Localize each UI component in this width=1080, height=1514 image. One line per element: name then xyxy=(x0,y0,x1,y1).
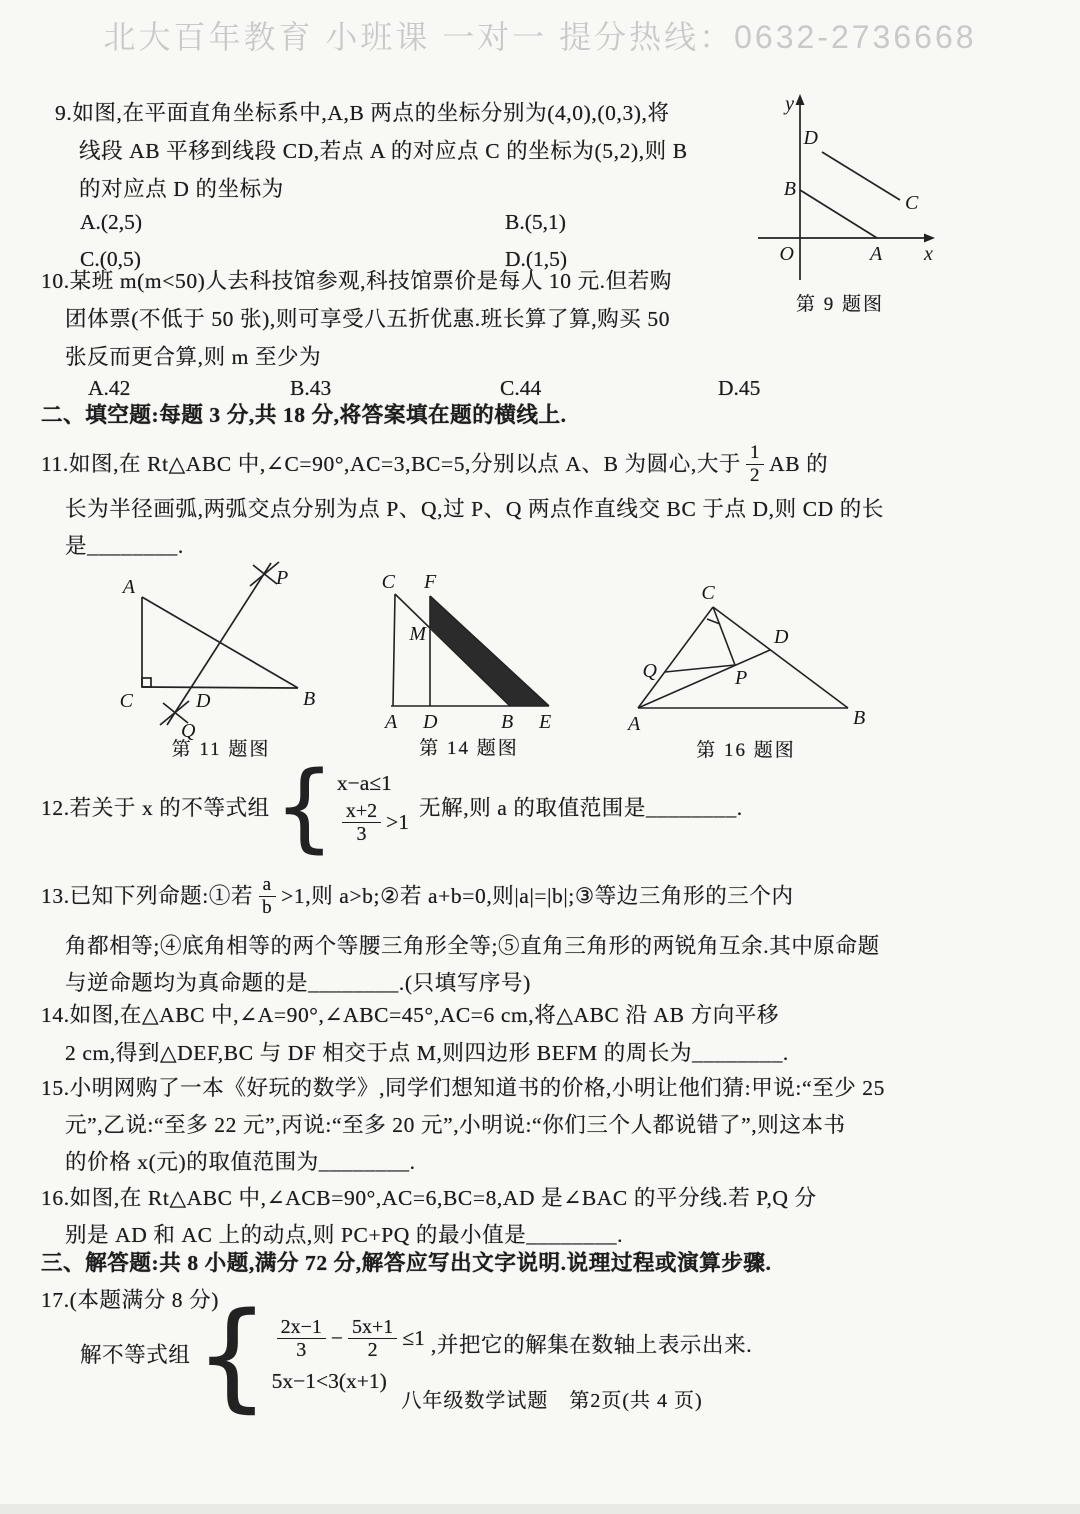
side-CB xyxy=(395,594,510,706)
fig11-label-B: B xyxy=(303,688,316,710)
side-CB xyxy=(142,687,298,688)
x-axis-arrow xyxy=(924,234,935,243)
side-CA xyxy=(393,594,395,706)
figure-11-graphic xyxy=(93,557,338,762)
q12-pre: 12.若关于 x 的不等式组 xyxy=(41,796,270,820)
q15-line-1: 15.小明网购了一本《好玩的数学》,同学们想知道书的价格,小明让他们猜:甲说:“至少 25 xyxy=(41,1076,885,1100)
fig16-caption: 第 16 题图 xyxy=(696,740,796,761)
q15-line-3: 的价格 x(元)的取值范围为________. xyxy=(65,1150,416,1174)
q17-inequality-2: 5x−1<3(x+1) xyxy=(271,1369,387,1394)
fig16-label-P: P xyxy=(735,667,748,689)
q11-line-2: 长为半径画弧,两弧交点分别为点 P、Q,过 P、Q 两点作直线交 BC 于点 D,则 CD 的长 xyxy=(65,497,884,521)
q11-line-1 xyxy=(41,437,884,491)
fig14-label-F: F xyxy=(424,571,437,593)
fig16-label-D: D xyxy=(774,626,789,648)
q11-line-1-post: AB 的 xyxy=(769,451,829,476)
fig9-caption: 第 9 题图 xyxy=(795,294,885,315)
q11-fraction-numerator: 1 xyxy=(746,442,764,464)
fig16-label-Q: Q xyxy=(642,660,657,682)
fig9-label-B: B xyxy=(783,178,796,200)
q17-inequality-1 xyxy=(272,1316,425,1362)
q13-line-2: 角都相等;④底角相等的两个等腰三角形全等;⑤直角三角形的两锐角互余.其中原命题 xyxy=(65,934,880,958)
fig14-label-A: A xyxy=(385,711,398,733)
right-angle-mark xyxy=(142,678,151,687)
q10-line-2: 团体票(不低于 50 张),则可享受八五折优惠.班长算了算,购买 50 xyxy=(65,307,671,331)
fig9-label-D: D xyxy=(803,127,818,149)
q9-line-3: 的对应点 D 的坐标为 xyxy=(79,177,284,201)
q17-post: ,并把它的解集在数轴上表示出来. xyxy=(430,1333,753,1357)
q16-line-1: 16.如图,在 Rt△ABC 中,∠ACB=90°,AC=6,BC=8,AD 是∠BAC 的平分线.若 P,Q 分 xyxy=(41,1186,817,1210)
section-2-header: 二、填空题:每题 3 分,共 18 分,将答案填在题的横线上. xyxy=(41,403,567,427)
figure-9-graphic xyxy=(758,88,1073,333)
scan-edge xyxy=(0,1504,1080,1514)
q17-fraction-2-denominator: 2 xyxy=(367,1339,378,1361)
section-3-header: 三、解答题:共 8 小题,满分 72 分,解答应写出文字说明.说理过程或演算步骤. xyxy=(41,1251,772,1275)
fig11-label-P: P xyxy=(276,567,289,589)
q10-line-3: 张反而更合算,则 m 至少为 xyxy=(65,345,322,369)
q17-pre: 解不等式组 xyxy=(80,1343,191,1367)
q9-line-2: 线段 AB 平移到线段 CD,若点 A 的对应点 C 的坐标为(5,2),则 B xyxy=(79,139,688,163)
fig9-label-y: y xyxy=(785,93,794,115)
fig14-caption: 第 14 题图 xyxy=(419,738,519,759)
q11-line-1-pre: 11.如图,在 Rt△ABC 中,∠C=90°,AC=3,BC=5,分别以点 A、B 为圆心,大于 xyxy=(41,451,742,476)
fig9-label-C: C xyxy=(905,192,919,214)
q14-line-2: 2 cm,得到△DEF,BC 与 DF 相交于点 M,则四边形 BEFM 的周长为________. xyxy=(65,1041,789,1065)
cevian-AD xyxy=(638,650,770,708)
q13-line-1-post: >1,则 a>b;②若 a+b=0,则|a|=|b|;③等边三角形的三个内 xyxy=(281,883,794,908)
q9-option-a: A.(2,5) xyxy=(80,210,143,234)
fig14-label-C: C xyxy=(381,571,395,593)
fig14-label-B: B xyxy=(501,711,514,733)
q12-brace: { xyxy=(273,751,335,864)
figure-16-graphic xyxy=(623,572,878,762)
segment-QP xyxy=(665,665,735,672)
q11-fraction-denominator: 2 xyxy=(750,464,761,486)
question-15 xyxy=(41,1070,885,1181)
q9-option-b: B.(5,1) xyxy=(505,210,566,234)
q12-inequality-2-tail: >1 xyxy=(386,810,410,834)
question-12 xyxy=(41,751,743,864)
q17-comparison: ≤1 xyxy=(402,1326,425,1350)
q17-fraction-1 xyxy=(277,1316,326,1362)
q17-fraction-2-numerator: 5x+1 xyxy=(348,1316,397,1339)
q12-fraction xyxy=(342,800,381,846)
q13-line-3: 与逆命题均为真命题的是________.(只填写序号) xyxy=(65,971,531,995)
figure-14-graphic xyxy=(373,560,588,760)
fig9-label-A: A xyxy=(870,243,883,265)
q15-line-2: 元”,乙说:“至多 22 元”,丙说:“至多 20 元”,小明说:“你们三个人都说错了”,则这本书 xyxy=(65,1113,846,1137)
question-13 xyxy=(41,870,880,1002)
q10-line-1: 10.某班 m(m<50)人去科技馆参观,科技馆票价是每人 10 元.但若购 xyxy=(41,269,672,293)
segment-AB xyxy=(800,190,877,238)
q17-title: 17.(本题满分 8 分) xyxy=(41,1288,219,1312)
fig11-label-C: C xyxy=(119,690,133,712)
q12-inequality-2 xyxy=(337,800,409,846)
side-AC xyxy=(638,607,713,708)
q11-line-3: 是________. xyxy=(65,534,184,558)
q13-fraction-numerator: a xyxy=(259,874,276,896)
side-CB xyxy=(713,607,848,708)
q11-fraction xyxy=(746,442,764,486)
perp-bisector-PQ xyxy=(167,563,271,725)
q17-fraction-1-numerator: 2x−1 xyxy=(277,1316,326,1339)
fig16-label-B: B xyxy=(853,707,866,729)
q16-line-2: 别是 AD 和 AC 上的动点,则 PC+PQ 的最小值是________. xyxy=(65,1223,624,1247)
q13-line-1 xyxy=(41,870,880,922)
q9-option-c: C.(0,5) xyxy=(80,247,141,271)
q17-minus-sign: − xyxy=(330,1326,344,1350)
watermark-hotline: 北大百年教育 小班课 一对一 提分热线：0632-2736668 xyxy=(103,19,977,55)
fig11-label-A: A xyxy=(122,576,135,598)
q10-option-a: A.42 xyxy=(88,376,131,400)
q9-option-d: D.(1,5) xyxy=(505,247,568,271)
question-16 xyxy=(41,1180,817,1254)
fig11-label-Q: Q xyxy=(181,720,196,742)
q12-inequality-1: x−a≤1 xyxy=(336,770,392,795)
segment-DC xyxy=(822,152,900,200)
q12-fraction-numerator: x+2 xyxy=(342,800,381,823)
fig14-label-M: M xyxy=(409,623,426,645)
fig16-label-C: C xyxy=(701,582,715,604)
question-10 xyxy=(41,262,761,416)
q17-fraction-2 xyxy=(348,1316,397,1362)
q10-option-d: D.45 xyxy=(718,376,761,400)
question-11 xyxy=(41,437,884,565)
q17-system xyxy=(272,1316,425,1395)
y-axis-arrow xyxy=(796,94,805,105)
q12-fraction-denominator: 3 xyxy=(356,823,367,845)
q17-fraction-1-denominator: 3 xyxy=(296,1339,307,1361)
q10-option-b: B.43 xyxy=(290,376,332,400)
q13-fraction-denominator: b xyxy=(262,896,273,918)
page-footer: 八年级数学试题 第2页(共 4 页) xyxy=(401,1390,703,1412)
q10-option-c: C.44 xyxy=(500,376,542,400)
fig11-label-D: D xyxy=(196,690,211,712)
q13-line-1-pre: 13.已知下列命题:①若 xyxy=(41,883,254,908)
question-14 xyxy=(41,996,789,1072)
q17-brace: { xyxy=(194,1285,270,1424)
fig14-label-E: E xyxy=(539,711,552,733)
q14-line-1: 14.如图,在△ABC 中,∠A=90°,∠ABC=45°,AC=6 cm,将△ABC 沿 AB 方向平移 xyxy=(41,1003,779,1027)
fig14-label-D: D xyxy=(423,711,438,733)
q12-system xyxy=(337,771,409,846)
fig11-caption: 第 11 题图 xyxy=(171,739,271,760)
q12-post: 无解,则 a 的取值范围是________. xyxy=(419,796,743,820)
side-FE xyxy=(430,596,549,706)
fig16-label-A: A xyxy=(628,713,641,735)
q9-line-1: 9.如图,在平面直角坐标系中,A,B 两点的坐标分别为(4,0),(0,3),将 xyxy=(55,101,670,125)
fig9-label-O: O xyxy=(779,243,794,265)
q13-fraction xyxy=(258,874,276,918)
fig9-label-x: x xyxy=(924,243,933,265)
